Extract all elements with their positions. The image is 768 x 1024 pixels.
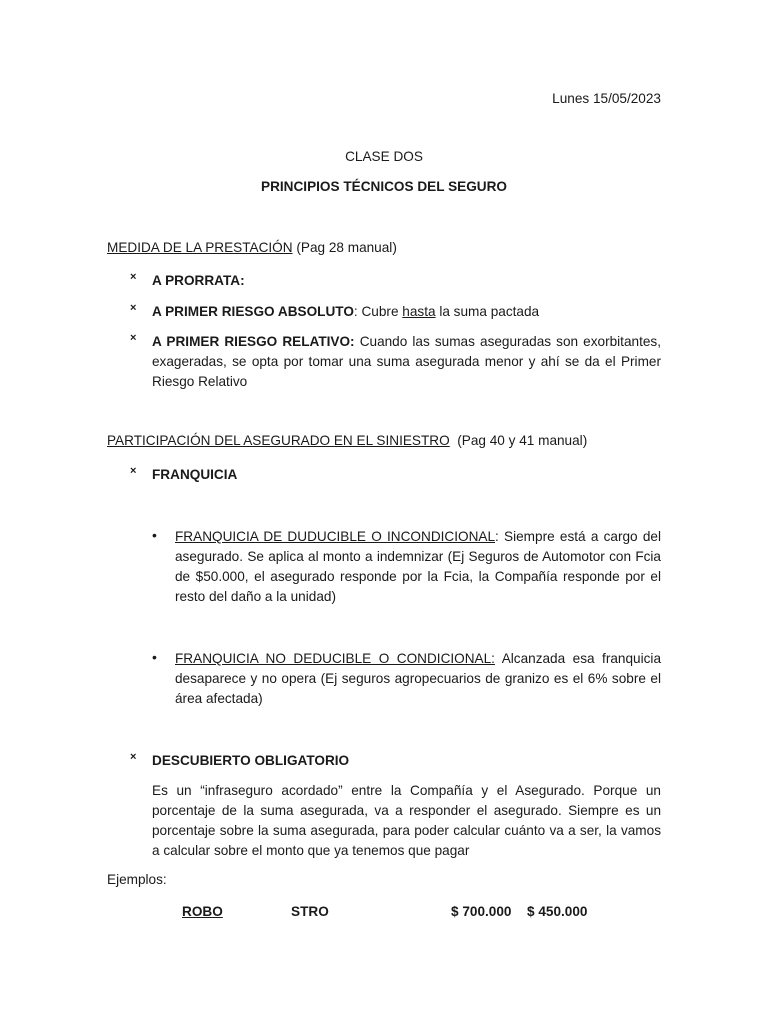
example-col-robo: ROBO [182, 904, 223, 919]
bullet-franquicia-deducible [152, 527, 661, 607]
bullet-text: : Siempre está a cargo del asegurado. Se aplica al monto a indemnizar (Ej Seguros de Automotor con Fcia de $50.000, el asegurado responde por la Fcia, la Compañía responde por el resto del daño a la unidad) [175, 529, 661, 604]
example-col-amount-2: $ 450.000 [527, 904, 588, 919]
bullet-dot-icon: • [152, 649, 157, 665]
document-date: Lunes 15/05/2023 [552, 91, 661, 106]
item-text: Cuando las sumas aseguradas son exorbitantes, exageradas, se opta por tomar una suma asegurada menor y ahí se da el Primer Riesgo Relativo [152, 334, 661, 389]
list-item-primer-riesgo-relativo [130, 332, 661, 392]
cross-bullet-icon: × [130, 751, 137, 763]
cross-bullet-icon: × [130, 332, 137, 344]
item-label: A PRIMER RIESGO RELATIVO: [152, 334, 355, 349]
item-text: : Cubre [353, 304, 403, 319]
cross-bullet-icon: × [130, 465, 137, 477]
section-heading-text: MEDIDA DE LA PRESTACIÓN [107, 240, 293, 255]
section-heading-text: PARTICIPACIÓN DEL ASEGURADO EN EL SINIESTRO [107, 433, 450, 448]
descubierto-paragraph: Es un “infraseguro acordado” entre la Compañía y el Asegurado. Porque un porcentaje de la suma asegurada, va a responder el asegurado. Siempre es un porcentaje sobre la suma asegurada, para poder calcular cuánto va a ser, la vamos a calcular sobre el monto que ya tenemos que pagar [152, 783, 661, 858]
section-heading-medida [107, 240, 397, 255]
bullet-text: Alcanzada esa franquicia desaparece y no opera (Ej seguros agropecuarios de granizo es el 6% sobre el área afectada) [175, 651, 661, 706]
bullet-label: FRANQUICIA DE DUDUCIBLE O INCONDICIONAL [175, 529, 496, 544]
class-title: CLASE DOS [345, 149, 423, 164]
bullet-franquicia-no-deducible [152, 649, 661, 709]
ejemplos-label: Ejemplos: [107, 872, 167, 887]
bullet-dot-icon: • [152, 527, 157, 543]
list-item-prorrata [130, 271, 661, 291]
list-item-descubierto [130, 751, 661, 771]
section-reference: (Pag 40 y 41 manual) [449, 433, 588, 448]
section-heading-participacion [107, 433, 587, 448]
example-col-stro: STRO [291, 904, 329, 919]
list-item-primer-riesgo-absoluto [130, 302, 661, 322]
cross-bullet-icon: × [130, 302, 137, 314]
item-label: DESCUBIERTO OBLIGATORIO [152, 753, 350, 768]
item-label: A PRIMER RIESGO ABSOLUTO [152, 304, 354, 319]
item-text: la suma pactada [435, 304, 540, 319]
bullet-label: FRANQUICIA NO DEDUCIBLE O CONDICIONAL: [175, 651, 495, 666]
item-label: A PRORRATA: [152, 273, 245, 288]
main-title: PRINCIPIOS TÉCNICOS DEL SEGURO [261, 179, 507, 194]
section-reference: (Pag 28 manual) [292, 240, 397, 255]
item-text-underlined: hasta [402, 304, 436, 319]
cross-bullet-icon: × [130, 271, 137, 283]
item-label: FRANQUICIA [152, 467, 238, 482]
example-col-amount-1: $ 700.000 [451, 904, 512, 919]
list-item-franquicia [130, 465, 661, 485]
